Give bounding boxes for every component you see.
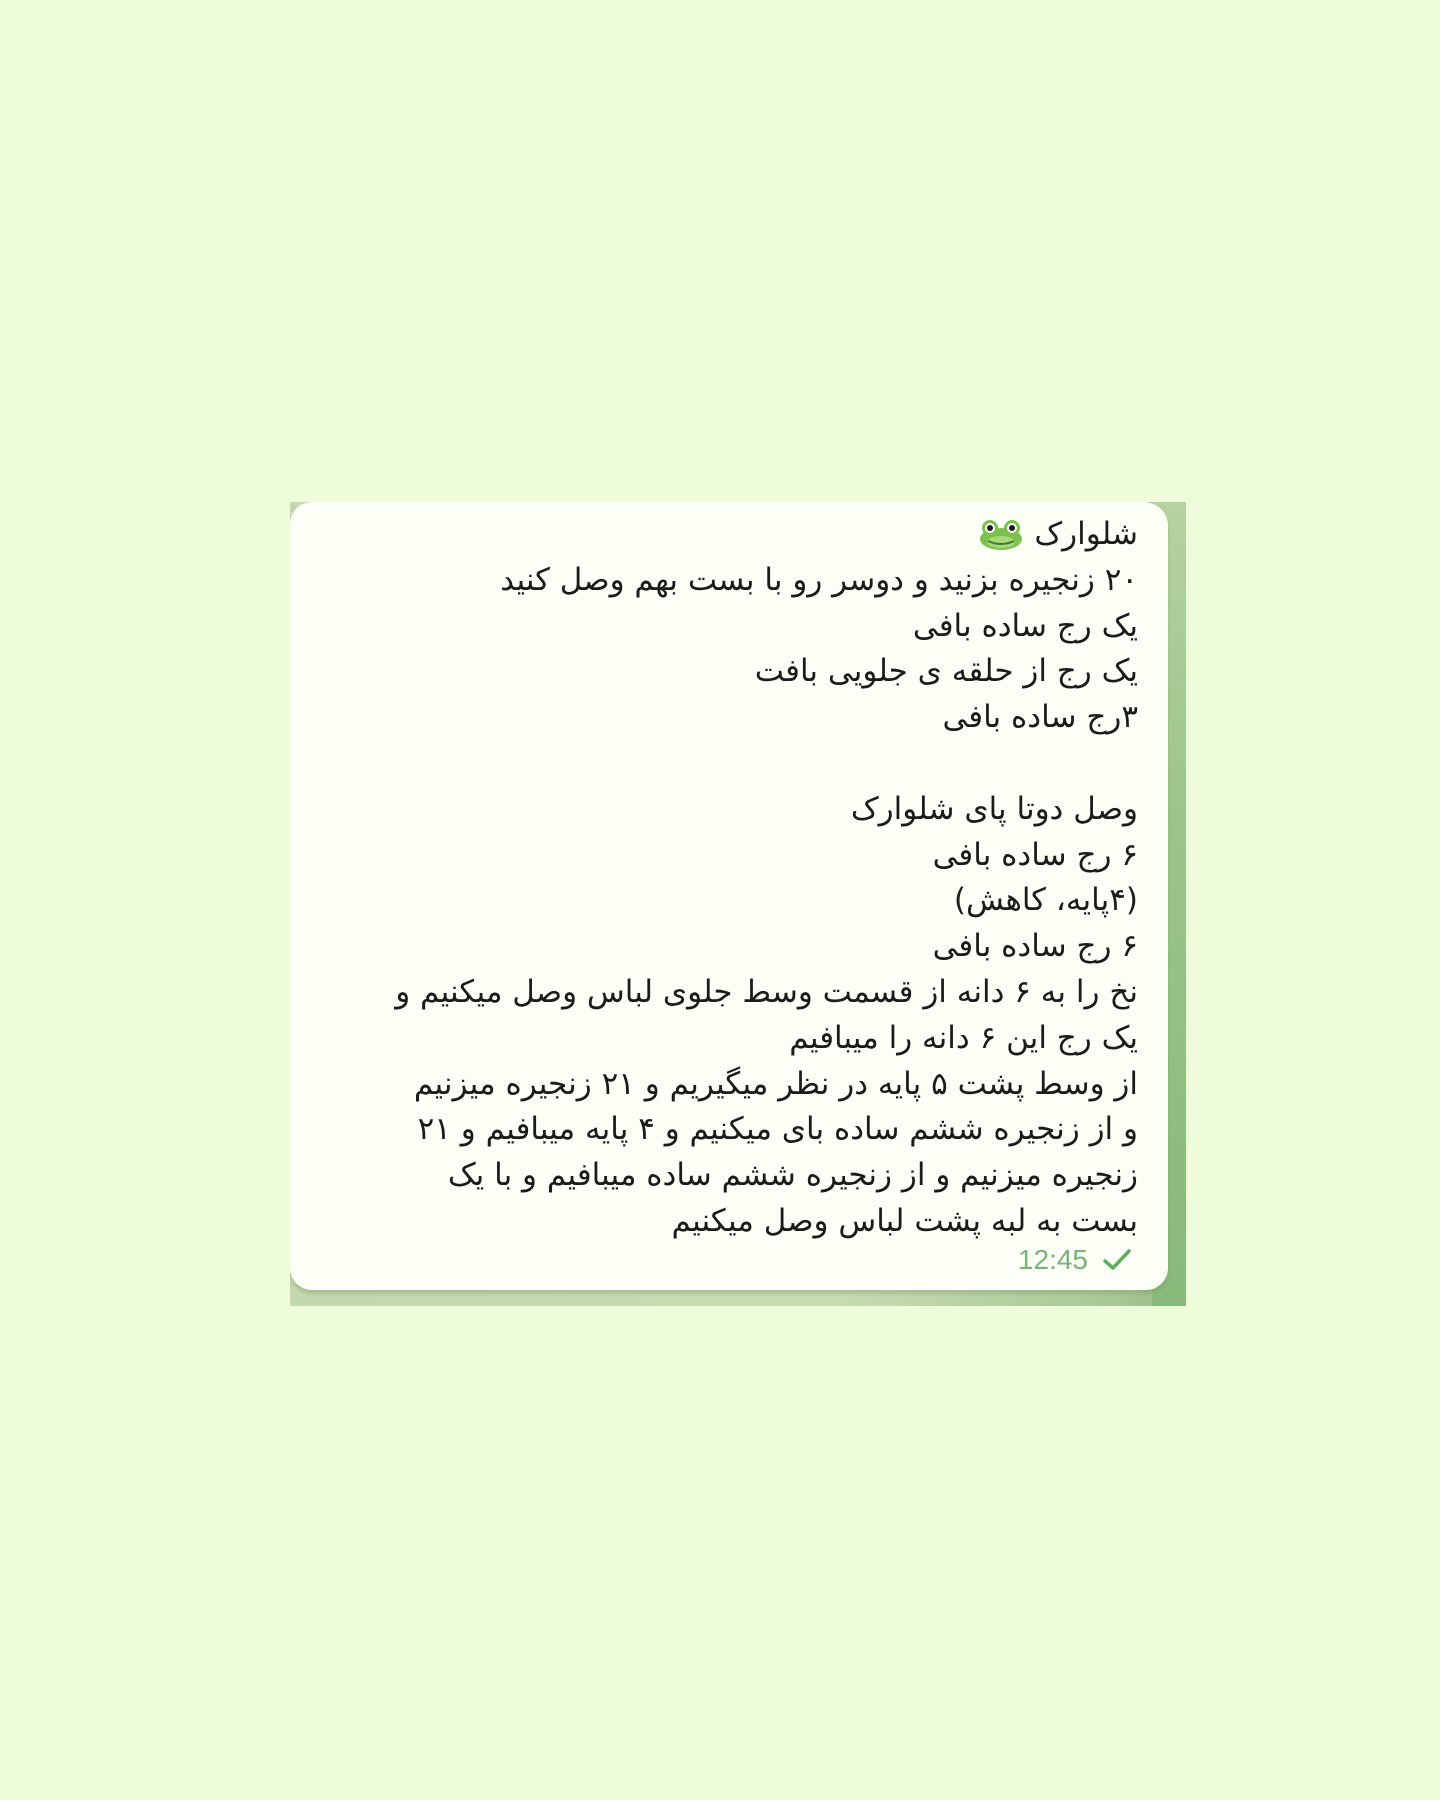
check-icon: [1102, 1248, 1132, 1272]
frog-icon: [978, 519, 1024, 551]
message-text: [298, 512, 1138, 1245]
message-line: بست به لبه پشت لباس وصل میکنیم: [671, 1202, 1138, 1239]
message-meta: [1018, 1244, 1132, 1276]
message-line: از وسط پشت ۵ پایه در نظر میگیریم و ۲۱ زنجیره میزنیم: [413, 1065, 1138, 1102]
message-line: ۳رج ساده بافی: [942, 699, 1138, 736]
message-line: ۶ رج ساده بافی: [932, 928, 1138, 965]
message-line: (۴پایه، کاهش): [953, 882, 1138, 919]
message-title-line: [298, 512, 1138, 558]
message-blank-line: [298, 741, 1138, 787]
message-line: یک رج ساده بافی: [912, 607, 1138, 644]
message-time: 12:45: [1017, 1244, 1088, 1275]
message-line: ۶ رج ساده بافی: [932, 836, 1138, 873]
message-lines: [298, 558, 1138, 1245]
message-line: و از زنجیره ششم ساده بای میکنیم و ۴ پایه میبافیم و ۲۱: [417, 1111, 1138, 1148]
chat-screenshot: [290, 502, 1186, 1306]
message-line: ۲۰ زنجیره بزنید و دوسر رو با بست بهم وصل کنید: [500, 561, 1138, 598]
message-line: یک رج این ۶ دانه را میبافیم: [789, 1019, 1138, 1056]
message-line: زنجیره میزنیم و از زنجیره ششم ساده میبافیم و با یک: [447, 1157, 1138, 1194]
message-line: وصل دوتا پای شلوارک: [850, 790, 1138, 827]
message-bubble[interactable]: [290, 502, 1168, 1290]
message-line: یک رج از حلقه ی جلویی بافت: [754, 653, 1138, 690]
message-line: نخ را به ۶ دانه از قسمت وسط جلوی لباس وصل میکنیم و: [395, 973, 1138, 1010]
message-title: شلوارک: [1034, 516, 1138, 552]
